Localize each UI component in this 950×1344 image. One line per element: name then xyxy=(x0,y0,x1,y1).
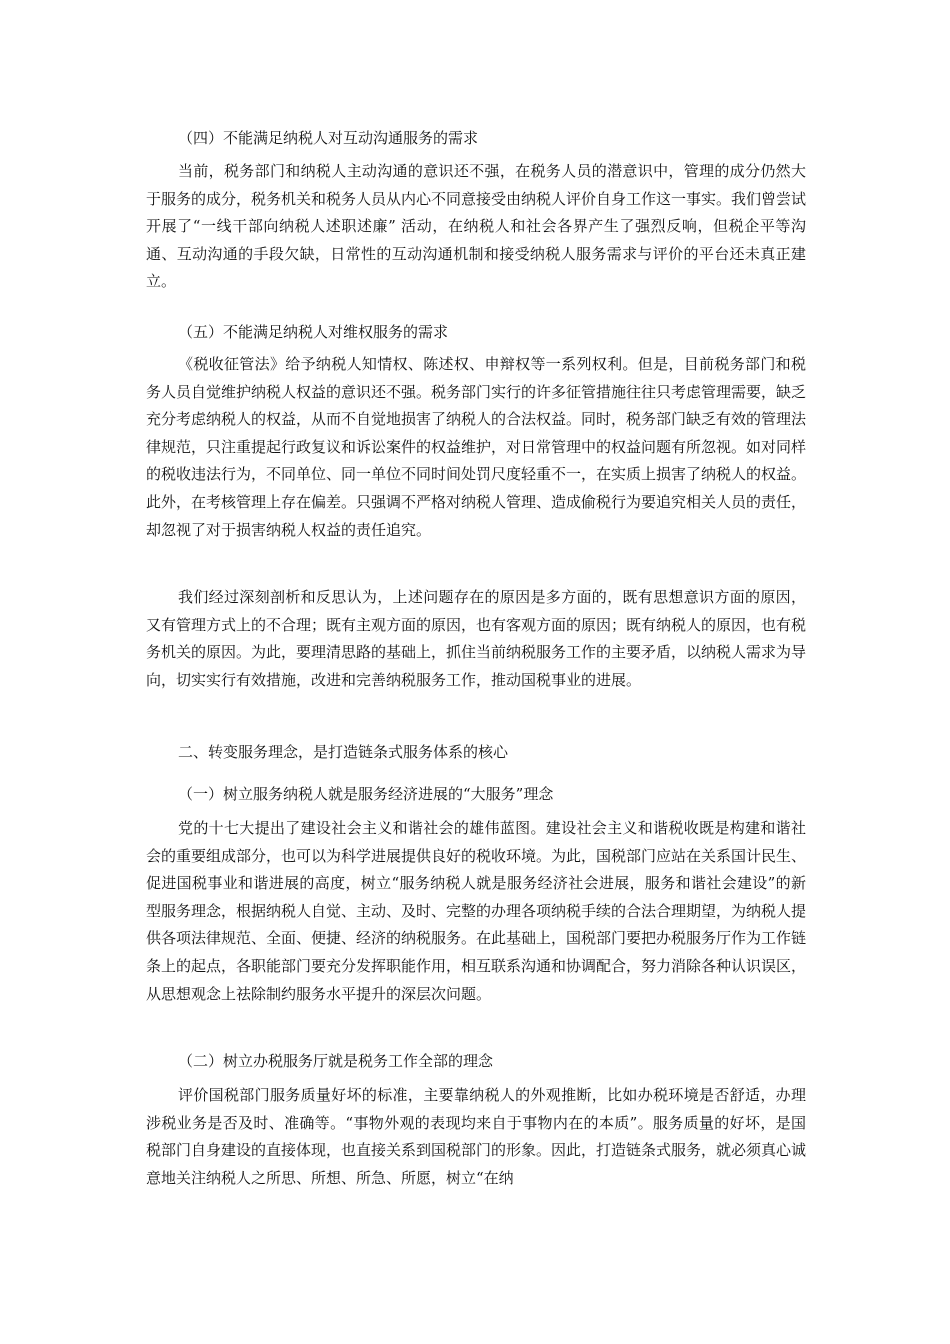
paragraph-big-service-concept: 党的十七大提出了建设社会主义和谐社会的雄伟蓝图。建设社会主义和谐税收既是构建和谐社会的重要组成部分，也可以为科学进展提供良好的税收环境。为此，国税部门应站在关系国计民生、促进国税事业和谐进展的高度，树立“服务纳税人就是服务经济社会进展，服务和谐社会建设”的新型服务理念，根据纳税人自觉、主动、及时、完整的办理各项纳税手续的合法合理期望，为纳税人提供各项法律规范、全面、便捷、经济的纳税服务。在此基础上，国税部门要把办税服务厅作为工作链条上的起点，各职能部门要充分发挥职能作用，相互联系沟通和协调配合，努力消除各种认识误区，从思想观念上祛除制约服务水平提升的深层次问题。 xyxy=(146,819,807,1003)
subheading-four: （四）不能满足纳税人对互动沟通服务的需求 xyxy=(178,129,479,147)
paragraph-service-hall-concept: 评价国税部门服务质量好坏的标准，主要靠纳税人的外观推断，比如办税环境是否舒适，办理涉税业务是否及时、准确等。“事物外观的表现均来自于事物内在的本质”。服务质量的好坏，是国税部门自身建设的直接体现，也直接关系到国税部门的形象。因此，打造链条式服务，就必须真心诚意地关注纳税人之所思、所想、所急、所愿，树立“在纳 xyxy=(146,1086,807,1187)
paragraph-cause-analysis: 我们经过深刻剖析和反思认为，上述问题存在的原因是多方面的，既有思想意识方面的原因，又有管理方式上的不合理；既有主观方面的原因，也有客观方面的原因；既有纳税人的原因，也有税务机关的原因。为此，要理清思路的基础上，抓住当前纳税服务工作的主要矛盾，以纳税人需求为导向，切实实行有效措施，改进和完善纳税服务工作，推动国税事业的进展。 xyxy=(146,588,807,689)
subheading-two: （二）树立办税服务厅就是税务工作全部的理念 xyxy=(178,1052,494,1070)
section-heading-two: 二、转变服务理念，是打造链条式服务体系的核心 xyxy=(178,743,509,761)
subheading-five: （五）不能满足纳税人对维权服务的需求 xyxy=(178,323,449,341)
paragraph-interactive-communication: 当前，税务部门和纳税人主动沟通的意识还不强，在税务人员的潜意识中，管理的成分仍然大于服务的成分，税务机关和税务人员从内心不同意接受由纳税人评价自身工作这一事实。我们曾尝试开展了“一线干部向纳税人述职述廉” 活动，在纳税人和社会各界产生了强烈反响，但税企平等沟通、互动沟通的手段欠缺，日常性的互动沟通机制和接受纳税人服务需求与评价的平台还未真正建立。 xyxy=(146,162,807,291)
paragraph-rights-protection: 《税收征管法》给予纳税人知情权、陈述权、申辩权等一系列权利。但是，目前税务部门和税务人员自觉维护纳税人权益的意识还不强。税务部门实行的许多征管措施往往只考虑管理需要，缺乏充分考虑纳税人的权益，从而不自觉地损害了纳税人的合法权益。同时，税务部门缺乏有效的管理法律规范，只注重提起行政复议和诉讼案件的权益维护，对日常管理中的权益问题有所忽视。如对同样的税收违法行为，不同单位、同一单位不同时间处罚尺度轻重不一，在实质上损害了纳税人的权益。此外，在考核管理上存在偏差。只强调不严格对纳税人管理、造成偷税行为要追究相关人员的责任，却忽视了对于损害纳税人权益的责任追究。 xyxy=(146,355,807,539)
subheading-one: （一）树立服务纳税人就是服务经济进展的“大服务”理念 xyxy=(178,785,554,803)
